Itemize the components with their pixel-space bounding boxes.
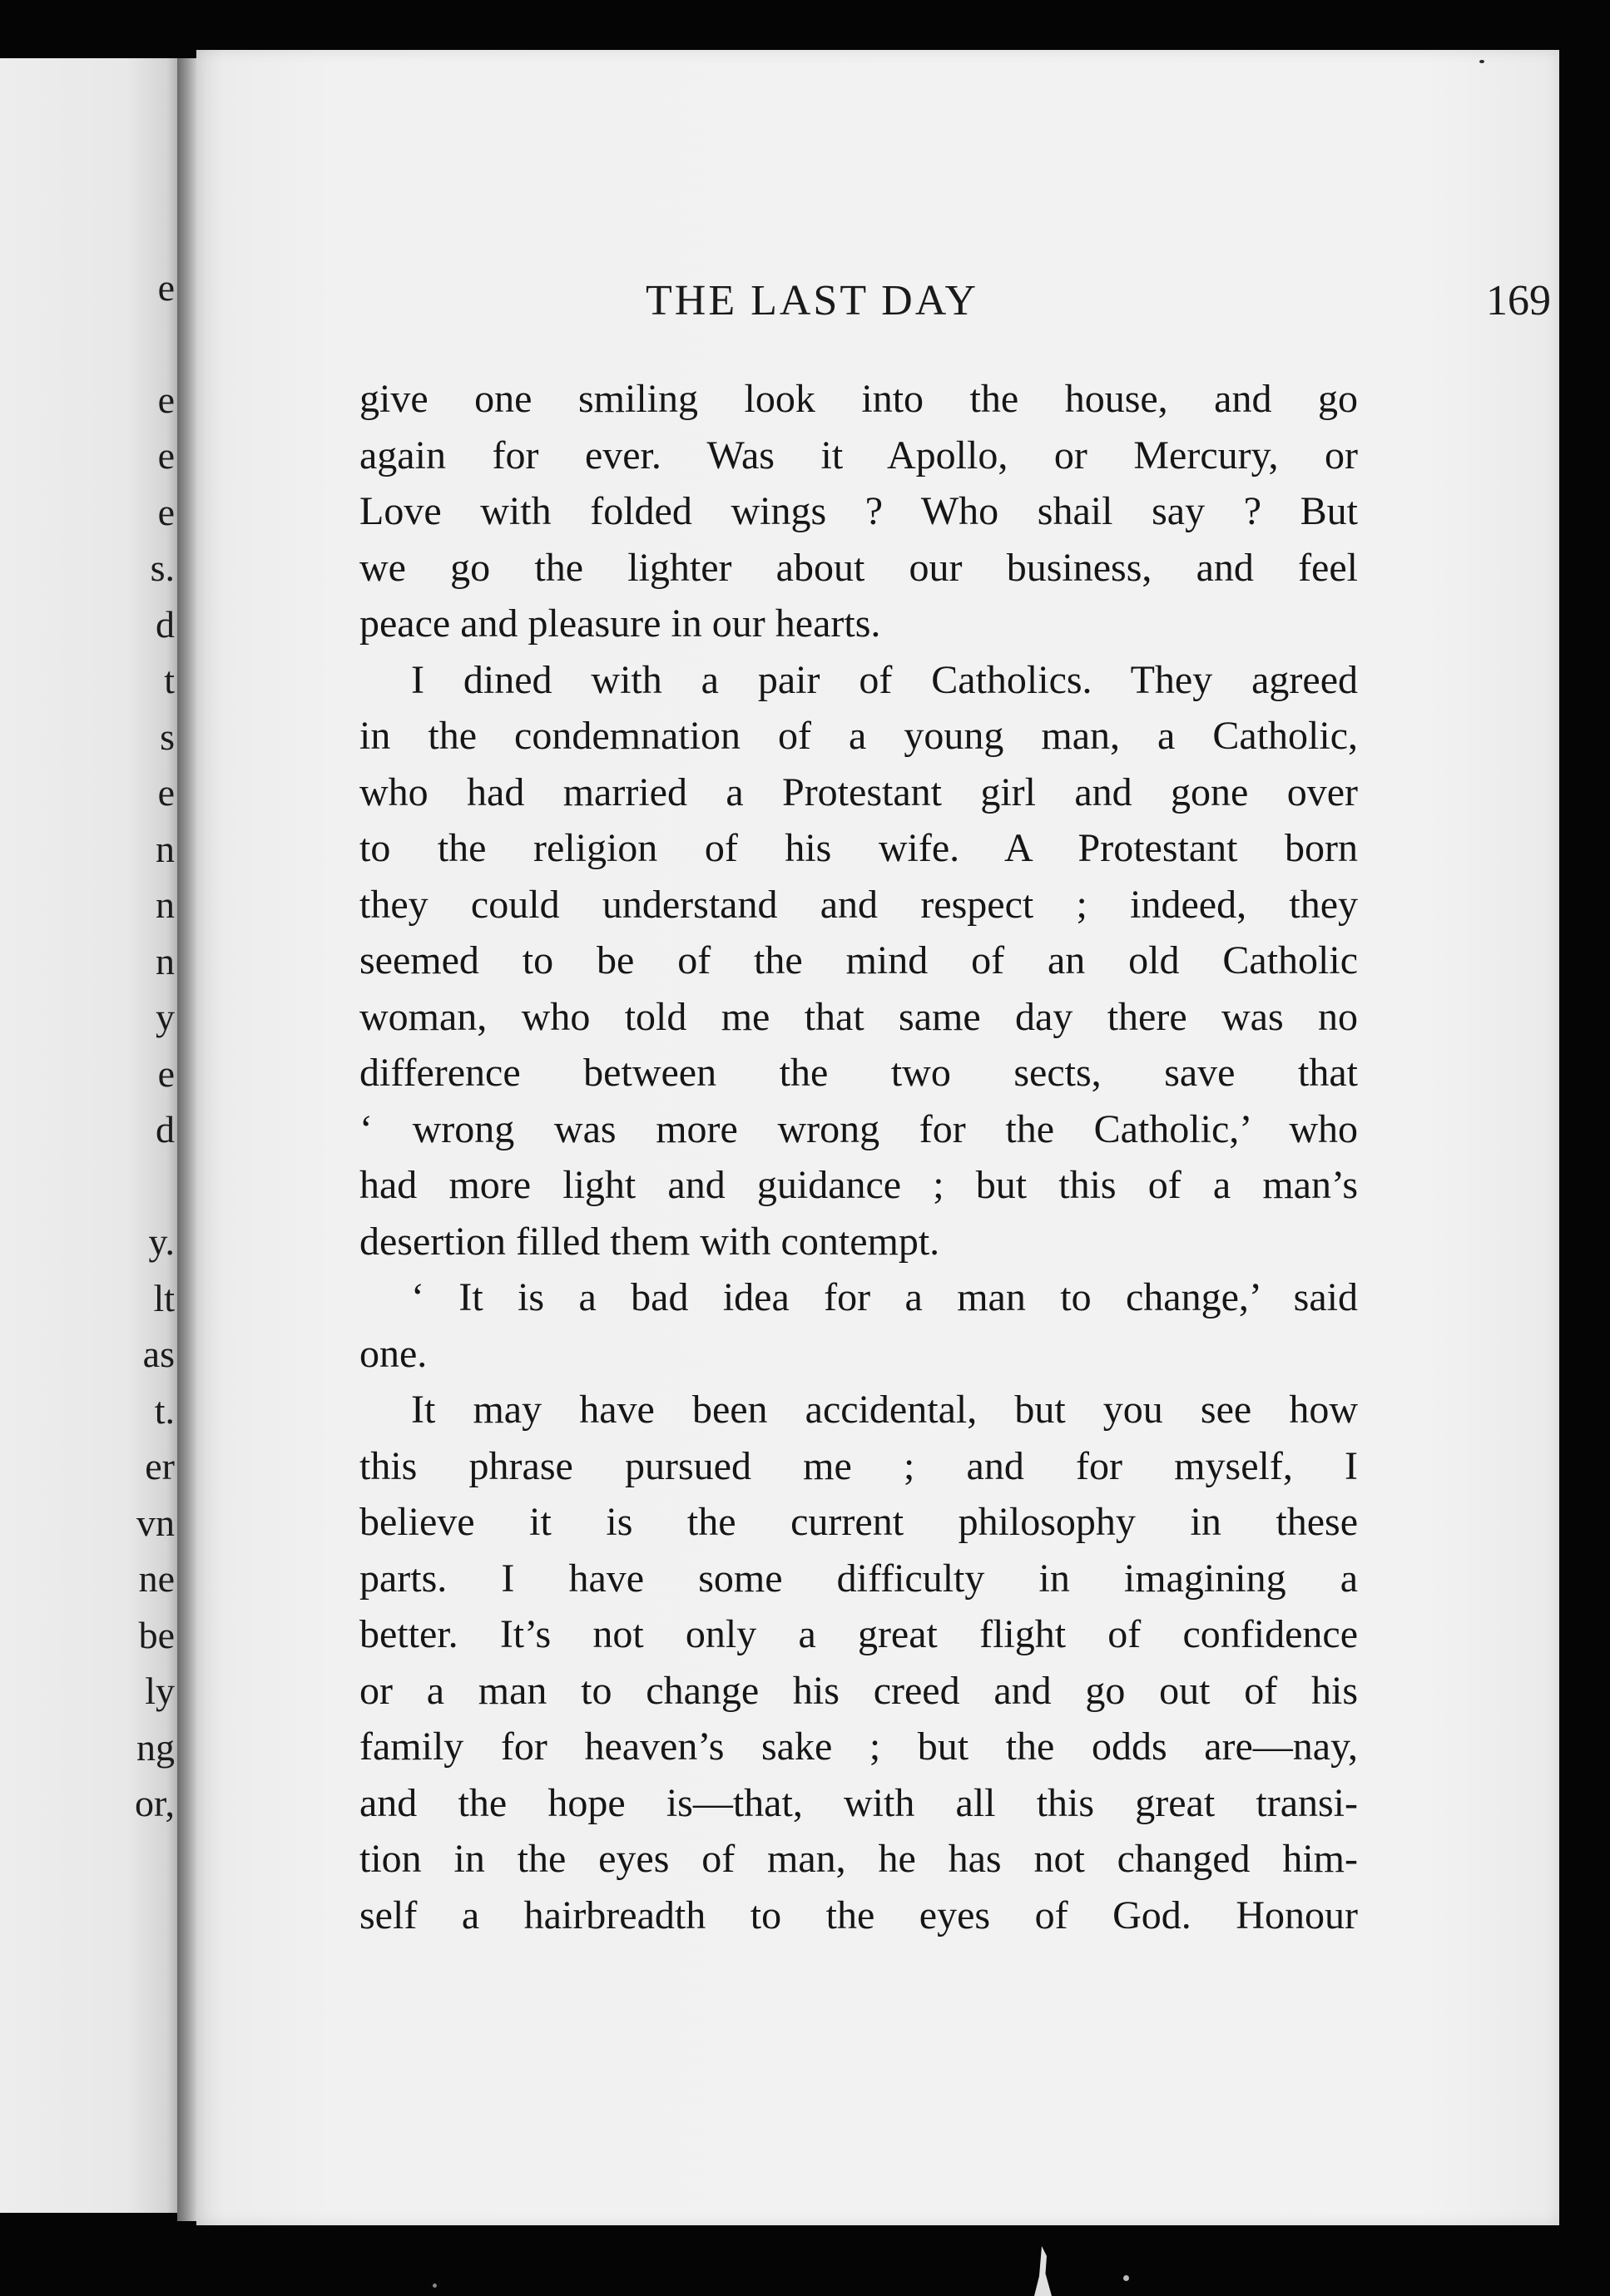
left-page-fragment: as: [142, 1333, 175, 1375]
left-page-fragment: ly: [145, 1670, 175, 1712]
left-page-fragment: lt: [153, 1276, 175, 1319]
text-line: better. It’s not only a great flight of confidence: [359, 1612, 1358, 1656]
left-page-fragment: ne: [138, 1557, 175, 1600]
text-line: one.: [359, 1331, 428, 1376]
text-line: tion in the eyes of man, he has not changed him-: [359, 1837, 1358, 1881]
text-line: or a man to change his creed and go out of his: [359, 1668, 1358, 1713]
paper-tear-mark: [1032, 2246, 1057, 2296]
scan-speck: [433, 2284, 437, 2288]
text-line: parts. I have some difficulty in imagining a: [359, 1556, 1358, 1601]
text-line: self a hairbreadth to the eyes of God. Honour: [359, 1893, 1358, 1937]
text-line: seemed to be of the mind of an old Catholic: [359, 938, 1358, 982]
left-page-fragment: n: [156, 827, 175, 870]
text-line: we go the lighter about our business, and feel: [359, 545, 1358, 590]
left-page-fragment: ng: [136, 1725, 175, 1769]
body-text: [359, 371, 1358, 1943]
text-line: and the hope is—that, with all this great transi-: [359, 1780, 1358, 1825]
left-page-fragment: d: [156, 602, 175, 646]
text-line: again for ever. Was it Apollo, or Mercury, or: [359, 433, 1358, 478]
left-page-fragment: or,: [135, 1782, 175, 1824]
text-line: had more light and guidance ; but this of a man’s: [359, 1163, 1358, 1207]
left-page-fragment: vn: [136, 1501, 175, 1544]
left-page-fragment: e: [157, 1052, 175, 1095]
text-line: believe it is the current philosophy in these: [359, 1500, 1358, 1544]
left-facing-page: [0, 58, 181, 2213]
text-line: give one smiling look into the house, and go: [359, 377, 1358, 421]
text-line: in the condemnation of a young man, a Catholic,: [359, 714, 1358, 758]
running-head-title: THE LAST DAY: [646, 277, 979, 324]
left-page-fragment: e: [157, 771, 175, 814]
text-line: ‘ wrong was more wrong for the Catholic,’ who: [359, 1106, 1358, 1151]
text-line: I dined with a pair of Catholics. They agreed: [411, 657, 1358, 702]
left-page-fragment: er: [145, 1445, 175, 1487]
left-page-fragment: s: [160, 715, 175, 758]
left-page-fragment: n: [156, 883, 175, 926]
left-page-fragment: e: [157, 490, 175, 533]
text-line: who had married a Protestant girl and gone over: [359, 769, 1358, 814]
running-head: [196, 276, 1559, 334]
scan-speck: [1479, 60, 1484, 63]
left-page-fragment: y.: [148, 1220, 175, 1263]
left-page-fragment: t.: [154, 1388, 175, 1432]
left-page-fragment: e: [157, 434, 175, 477]
text-line: woman, who told me that same day there was no: [359, 994, 1358, 1039]
text-line: to the religion of his wife. A Protestant born: [359, 826, 1358, 870]
left-page-fragment: e: [157, 378, 175, 421]
left-page-fragment: y: [156, 996, 175, 1038]
left-page-fragment: s.: [150, 547, 175, 589]
left-page-fragment: e: [157, 265, 175, 309]
text-line: peace and pleasure in our hearts.: [359, 601, 881, 646]
left-page-fragment: d: [156, 1108, 175, 1150]
text-line: desertion filled them with contempt.: [359, 1219, 940, 1264]
page-number: 169: [1486, 277, 1551, 324]
text-line: It may have been accidental, but you see how: [411, 1388, 1358, 1432]
left-page-fragment: t: [164, 659, 175, 701]
text-line: they could understand and respect ; indeed, they: [359, 882, 1358, 927]
left-page-fragment: n: [156, 939, 175, 982]
left-page-text-fragments: [0, 58, 181, 2213]
text-line: family for heaven’s sake ; but the odds are—nay,: [359, 1724, 1358, 1769]
scan-speck: [1123, 2275, 1129, 2281]
text-line: difference between the two sects, save that: [359, 1051, 1358, 1095]
right-page: [196, 50, 1559, 2225]
left-page-fragment: be: [138, 1613, 175, 1656]
text-line: Love with folded wings ? Who shail say ? But: [359, 489, 1358, 533]
text-line: this phrase pursued me ; and for myself, I: [359, 1443, 1358, 1488]
text-line: ‘ It is a bad idea for a man to change,’ said: [411, 1275, 1358, 1319]
